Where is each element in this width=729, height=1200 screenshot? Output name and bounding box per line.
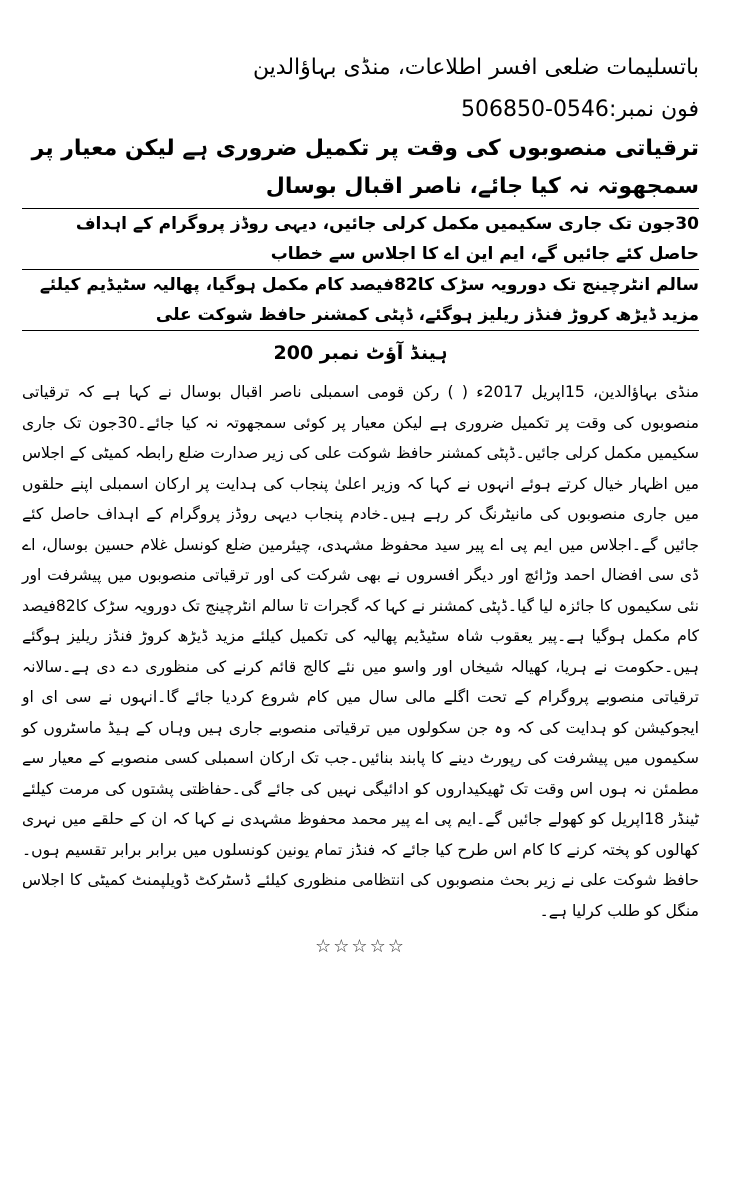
subheadline-2: سالم انٹرچینج تک دورویہ سڑک کا82فیصد کام مکمل ہوگیا، پھالیہ سٹیڈیم کیلئے مزید ڈیڑھ کروڑ فنڈز ریلیز ہوگئے، ڈپٹی کمشنر حافظ شوکت علی	[22, 270, 699, 331]
sender-line: باتسلیمات ضلعی افسر اطلاعات، منڈی بہاؤالدین	[252, 55, 699, 80]
subheadline-1: 30جون تک جاری سکیمیں مکمل کرلی جائیں، دیہی روڈز پروگرام کے اہداف حاصل کئے جائیں گے، ایم این اے کا اجلاس سے خطاب	[22, 209, 699, 270]
body-paragraph: منڈی بہاؤالدین، 15اپریل 2017ء ( ) رکن قومی اسمبلی ناصر اقبال بوسال نے کہا ہے کہ ترقیاتی منصوبوں کی وقت پر تکمیل ضروری ہے لیکن معیار پر کوئی سمجھوتہ نہ کیا جائے۔30جون تک جاری سکیمیں مکمل کرلی جائیں۔ڈپٹی کمشنر حافظ شوکت علی کی زیر صدارت ضلع رابطہ کمیٹی کے اجلاس میں اظہار خیال کرتے ہوئے انہوں نے کہا کہ وزیر اعلیٰ پنجاب کی ہدایت پر ارکان اسمبلی اپنے حلقوں میں جاری منصوبوں کی مانیٹرنگ کر رہے ہیں۔خادم پنجاب دیہی روڈز پروگرام کے اہداف حاصل کئے جائیں گے۔اجلاس میں ایم پی اے پیر سید محفوظ مشہدی، چیئرمین ضلع کونسل غلام حسین بوسال، اے ڈی سی افضال احمد وڑائچ اور دیگر افسروں نے بھی شرکت کی اور ترقیاتی منصوبوں میں پیشرفت اور نئی سکیموں کا جائزہ لیا گیا۔ڈپٹی کمشنر نے کہا کہ گجرات تا سالم انٹرچینج تک دورویہ سڑک کا82فیصد کام مکمل ہوگیا ہے۔پیر یعقوب شاہ سٹیڈیم پھالیہ کی تکمیل کیلئے مزید ڈیڑھ کروڑ فنڈز ریلیز ہوگئے ہیں۔حکومت نے ہریا، کھیالہ شیخاں اور واسو میں نئے کالج قائم کرنے کی منظوری دے دی ہے۔سالانہ ترقیاتی منصوبے پروگرام کے تحت اگلے مالی سال میں کام شروع کردیا جائے گا۔انہوں نے سی ای او ایجوکیشن کو ہدایت کی کہ وہ جن سکولوں میں ترقیاتی منصوبے جاری ہیں وہاں کے ہیڈ ماسٹروں کو سکیموں میں پیشرفت کی رپورٹ دینے کا پابند بنائیں۔جب تک ارکان اسمبلی کسی منصوبے کے معیار سے مطمئن نہ ہوں اس وقت تک ٹھیکیداروں کو ادائیگی نہیں کی جائے گی۔حفاظتی پشتوں کی مرمت کیلئے ٹینڈر 18اپریل کو کھولے جائیں گے۔ایم پی اے پیر محمد محفوظ مشہدی نے کہا کہ ان کے حلقے میں نہری کھالوں کو پختہ کرنے کا کام اس طرح کیا جائے کہ فنڈز تمام یونین کونسلوں میں برابر برابر تقسیم ہوں۔حافظ شوکت علی نے زیر بحث منصوبوں کی انتظامی منظوری کیلئے ڈسٹرکٹ ڈویلپمنٹ کمیٹی کا اجلاس منگل کو طلب کرلیا ہے۔	[22, 383, 700, 920]
end-stars: ☆☆☆☆☆	[315, 936, 406, 957]
headline: ترقیاتی منصوبوں کی وقت پر تکمیل ضروری ہے لیکن معیار پر سمجھوتہ نہ کیا جائے، ناصر اقبال بوسال	[22, 130, 699, 209]
phone-line: فون نمبر:0546-506850	[461, 97, 699, 122]
handout-number: ہینڈ آؤٹ نمبر 200	[273, 342, 448, 364]
press-release	[22, 48, 699, 957]
